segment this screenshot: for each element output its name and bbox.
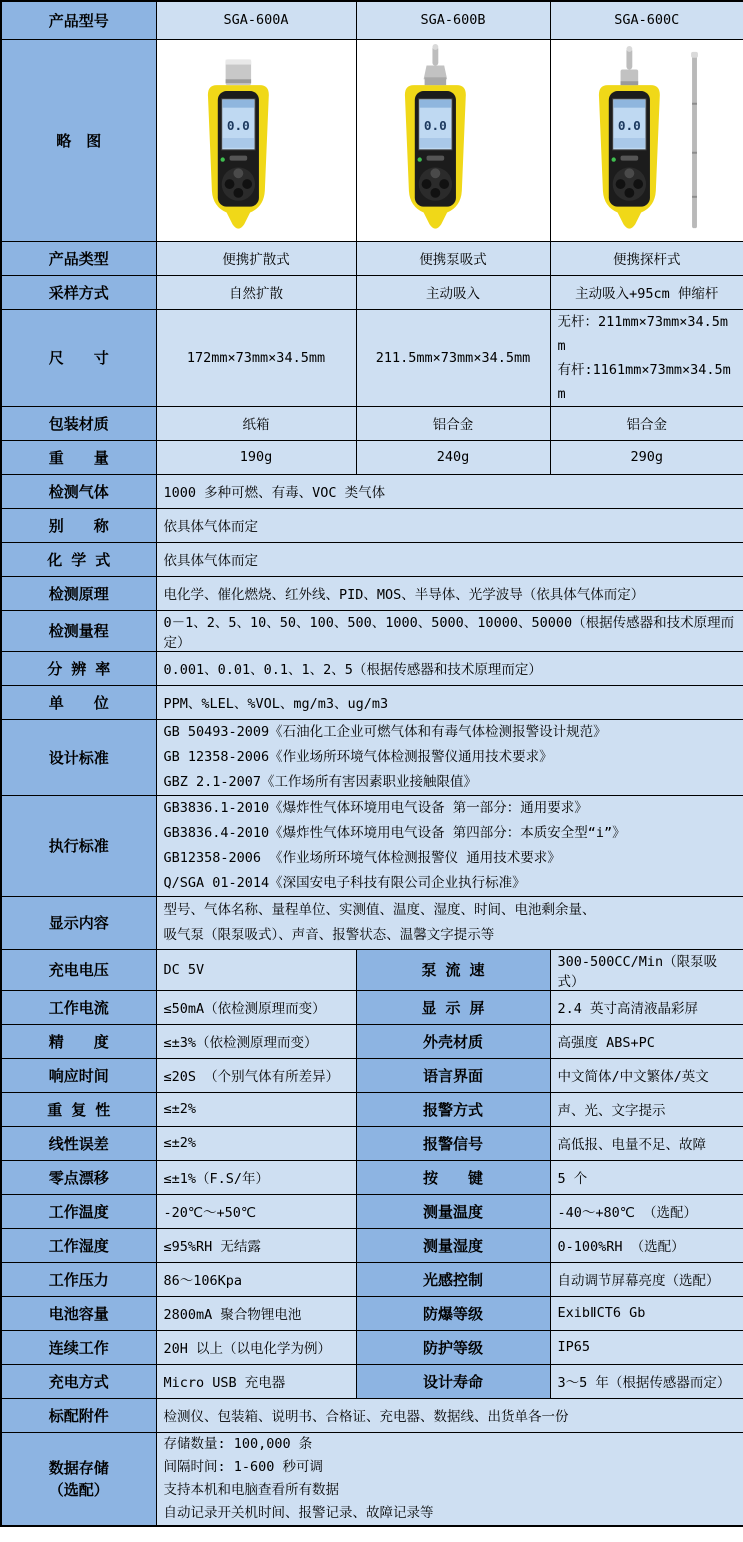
svg-text:0.0: 0.0	[226, 119, 250, 135]
data-storage-line3: 支持本机和电脑查看所有数据	[163, 1481, 339, 1498]
data-storage-label-line1: 数据存储	[48, 1458, 109, 1477]
value-charging-method: Micro USB 充电器	[156, 1364, 356, 1398]
value-charging-voltage: DC 5V	[156, 949, 356, 990]
table-row	[1, 990, 743, 1024]
value-display-screen: 2.4 英寸高清液晶彩屏	[550, 990, 743, 1024]
label-dimensions: 尺 寸	[1, 309, 156, 406]
table-row	[1, 39, 743, 241]
label-battery-capacity: 电池容量	[1, 1296, 156, 1330]
label-repeatability: 重 复 性	[1, 1092, 156, 1126]
label-working-pressure: 工作压力	[1, 1262, 156, 1296]
label-working-humidity: 工作湿度	[1, 1228, 156, 1262]
design-standard-line2: GB 12358-2006《作业场所环境气体检测报警仪通用技术要求》	[163, 748, 553, 765]
value-packaging-c: 铝合金	[550, 406, 743, 440]
value-battery-capacity: 2800mA 聚合物锂电池	[156, 1296, 356, 1330]
label-pump-flow-rate: 泵 流 速	[356, 949, 550, 990]
value-sampling-b: 主动吸入	[356, 275, 550, 309]
table-row	[1, 1160, 743, 1194]
table-row	[1, 1058, 743, 1092]
table-row	[1, 1432, 743, 1526]
value-linearity-error: ≤±2%	[156, 1126, 356, 1160]
svg-text:0.0: 0.0	[617, 119, 641, 135]
label-unit: 单 位	[1, 685, 156, 719]
label-language-ui: 语言界面	[356, 1058, 550, 1092]
table-row	[1, 1126, 743, 1160]
label-detect-principle: 检测原理	[1, 576, 156, 610]
value-light-control: 自动调节屏幕亮度（选配）	[550, 1262, 743, 1296]
value-explosion-proof-grade: ExibⅡCT6 Gb	[550, 1296, 743, 1330]
value-display-content	[156, 896, 743, 949]
dimensions-c-line2: 有杆:1161mm×73mm×34.5mm	[557, 361, 731, 402]
label-display-screen: 显 示 屏	[356, 990, 550, 1024]
exec-standard-line1: GB3836.1-2010《爆炸性气体环境用电气设备 第一部分：通用要求》	[163, 799, 588, 816]
label-alias: 别 称	[1, 508, 156, 542]
table-row	[1, 685, 743, 719]
value-dimensions-a: 172mm×73mm×34.5mm	[156, 309, 356, 406]
value-working-pressure: 86～106Kpa	[156, 1262, 356, 1296]
label-sketch: 略 图	[1, 39, 156, 241]
label-resolution: 分 辨 率	[1, 651, 156, 685]
display-content-line2: 吸气泵（限泵吸式）、声音、报警状态、温馨文字提示等	[163, 926, 495, 943]
table-row	[1, 1092, 743, 1126]
label-accuracy: 精 度	[1, 1024, 156, 1058]
value-measure-humidity: 0-100%RH （选配）	[550, 1228, 743, 1262]
label-light-control: 光感控制	[356, 1262, 550, 1296]
value-working-current: ≤50mA（依检测原理而变）	[156, 990, 356, 1024]
value-chemical-formula: 依具体气体而定	[156, 542, 743, 576]
label-sampling-method: 采样方式	[1, 275, 156, 309]
label-zero-drift: 零点漂移	[1, 1160, 156, 1194]
table-row	[1, 309, 743, 406]
exec-standard-line4: Q/SGA 01-2014《深国安电子科技有限公司企业执行标准》	[163, 874, 526, 891]
table-row	[1, 1330, 743, 1364]
table-row	[1, 610, 743, 651]
table-row	[1, 1364, 743, 1398]
label-explosion-proof-grade: 防爆等级	[356, 1296, 550, 1330]
label-alarm-method: 报警方式	[356, 1092, 550, 1126]
table-row	[1, 576, 743, 610]
value-model-c: SGA-600C	[550, 1, 743, 39]
value-alarm-signal: 高低报、电量不足、故障	[550, 1126, 743, 1160]
table-row	[1, 1024, 743, 1058]
value-exec-standard	[156, 795, 743, 896]
label-charging-method: 充电方式	[1, 1364, 156, 1398]
value-resolution: 0.001、0.01、0.1、1、2、5（根据传感器和技术原理而定）	[156, 651, 743, 685]
dimensions-c-line1: 无杆：211mm×73mm×34.5mm	[557, 313, 729, 354]
label-data-storage	[1, 1432, 156, 1526]
value-packaging-a: 纸箱	[156, 406, 356, 440]
value-repeatability: ≤±2%	[156, 1092, 356, 1126]
label-response-time: 响应时间	[1, 1058, 156, 1092]
value-dimensions-b: 211.5mm×73mm×34.5mm	[356, 309, 550, 406]
value-alarm-method: 声、光、文字提示	[550, 1092, 743, 1126]
svg-text:0.0: 0.0	[423, 119, 447, 135]
table-row	[1, 1262, 743, 1296]
value-weight-b: 240g	[356, 440, 550, 474]
label-charging-voltage: 充电电压	[1, 949, 156, 990]
data-storage-label-line2: （选配）	[48, 1480, 109, 1499]
value-model-a: SGA-600A	[156, 1, 356, 39]
data-storage-line2: 间隔时间: 1-600 秒可调	[163, 1458, 324, 1475]
value-weight-a: 190g	[156, 440, 356, 474]
label-product-type: 产品类型	[1, 241, 156, 275]
table-row	[1, 275, 743, 309]
value-packaging-b: 铝合金	[356, 406, 550, 440]
table-row	[1, 440, 743, 474]
data-storage-line4: 自动记录开关机时间、报警记录、故障记录等	[163, 1504, 434, 1521]
table-row	[1, 896, 743, 949]
value-sampling-c: 主动吸入+95cm 伸缩杆	[550, 275, 743, 309]
label-exec-standard: 执行标准	[1, 795, 156, 896]
device-image-sga-600a	[156, 39, 356, 241]
value-detect-principle: 电化学、催化燃烧、红外线、PID、MOS、半导体、光学波导（依具体气体而定）	[156, 576, 743, 610]
label-weight: 重 量	[1, 440, 156, 474]
label-alarm-signal: 报警信号	[356, 1126, 550, 1160]
label-protection-grade: 防护等级	[356, 1330, 550, 1364]
table-row	[1, 1228, 743, 1262]
device-image-sga-600b	[356, 39, 550, 241]
exec-standard-line3: GB12358-2006 《作业场所环境气体检测报警仪 通用技术要求》	[163, 849, 561, 866]
value-detect-range: 0－1、2、5、10、50、100、500、1000、5000、10000、50000（根据传感器和技术原理而定）	[156, 610, 743, 651]
table-row	[1, 795, 743, 896]
value-protection-grade: IP65	[550, 1330, 743, 1364]
value-continuous-work: 20H 以上（以电化学为例）	[156, 1330, 356, 1364]
value-response-time: ≤20S （个别气体有所差异）	[156, 1058, 356, 1092]
table-row	[1, 542, 743, 576]
table-row	[1, 1, 743, 39]
label-continuous-work: 连续工作	[1, 1330, 156, 1364]
data-storage-line1: 存储数量: 100,000 条	[163, 1435, 313, 1452]
value-product-type-c: 便携探杆式	[550, 241, 743, 275]
value-pump-flow-rate: 300-500CC/Min（限泵吸式）	[550, 949, 743, 990]
label-packaging-material: 包装材质	[1, 406, 156, 440]
table-row	[1, 1194, 743, 1228]
value-buttons: 5 个	[550, 1160, 743, 1194]
value-data-storage	[156, 1432, 743, 1526]
value-accessories: 检测仪、包装箱、说明书、合格证、充电器、数据线、出货单各一份	[156, 1398, 743, 1432]
value-zero-drift: ≤±1%（F.S/年）	[156, 1160, 356, 1194]
value-weight-c: 290g	[550, 440, 743, 474]
value-alias: 依具体气体而定	[156, 508, 743, 542]
label-design-standard: 设计标准	[1, 719, 156, 795]
table-row	[1, 1398, 743, 1432]
value-accuracy: ≤±3%（依检测原理而变）	[156, 1024, 356, 1058]
value-model-b: SGA-600B	[356, 1, 550, 39]
value-detect-gas: 1000 多种可燃、有毒、VOC 类气体	[156, 474, 743, 508]
label-accessories: 标配附件	[1, 1398, 156, 1432]
display-content-line1: 型号、气体名称、量程单位、实测值、温度、湿度、时间、电池剩余量、	[163, 901, 596, 918]
value-unit: PPM、%LEL、%VOL、mg/m3、ug/m3	[156, 685, 743, 719]
table-row	[1, 406, 743, 440]
device-image-sga-600c	[550, 39, 743, 241]
label-design-life: 设计寿命	[356, 1364, 550, 1398]
value-language-ui: 中文简体/中文繁体/英文	[550, 1058, 743, 1092]
label-working-temperature: 工作温度	[1, 1194, 156, 1228]
label-detect-range: 检测量程	[1, 610, 156, 651]
table-row	[1, 949, 743, 990]
value-dimensions-c	[550, 309, 743, 406]
label-buttons: 按 键	[356, 1160, 550, 1194]
label-measure-temperature: 测量温度	[356, 1194, 550, 1228]
table-row	[1, 1296, 743, 1330]
label-measure-humidity: 测量湿度	[356, 1228, 550, 1262]
label-chemical-formula: 化 学 式	[1, 542, 156, 576]
value-working-humidity: ≤95%RH 无结露	[156, 1228, 356, 1262]
table-row	[1, 474, 743, 508]
value-sampling-a: 自然扩散	[156, 275, 356, 309]
table-row	[1, 508, 743, 542]
value-product-type-a: 便携扩散式	[156, 241, 356, 275]
table-row	[1, 241, 743, 275]
value-measure-temperature: -40～+80℃ （选配）	[550, 1194, 743, 1228]
value-design-standard	[156, 719, 743, 795]
design-standard-line1: GB 50493-2009《石油化工企业可燃气体和有毒气体检测报警设计规范》	[163, 723, 607, 740]
exec-standard-line2: GB3836.4-2010《爆炸性气体环境用电气设备 第四部分：本质安全型“i”》	[163, 824, 626, 841]
label-working-current: 工作电流	[1, 990, 156, 1024]
value-shell-material: 高强度 ABS+PC	[550, 1024, 743, 1058]
label-shell-material: 外壳材质	[356, 1024, 550, 1058]
value-product-type-b: 便携泵吸式	[356, 241, 550, 275]
label-linearity-error: 线性误差	[1, 1126, 156, 1160]
value-working-temperature: -20℃～+50℃	[156, 1194, 356, 1228]
design-standard-line3: GBZ 2.1-2007《工作场所有害因素职业接触限值》	[163, 773, 478, 790]
label-display-content: 显示内容	[1, 896, 156, 949]
label-product-model: 产品型号	[1, 1, 156, 39]
table-row	[1, 651, 743, 685]
value-design-life: 3～5 年（根据传感器而定）	[550, 1364, 743, 1398]
table-row	[1, 719, 743, 795]
label-detect-gas: 检测气体	[1, 474, 156, 508]
